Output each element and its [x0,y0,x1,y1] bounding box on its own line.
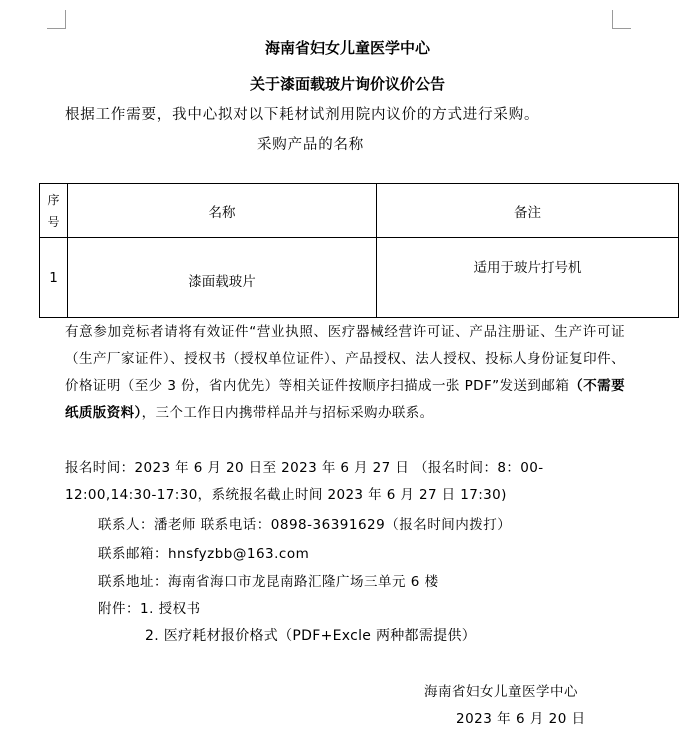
instructions-bold-note: （不需要纸质版资料） [65,378,625,421]
index-header-cell [40,184,68,238]
row-note-cell: 适用于玻片打号机 [377,238,679,318]
row-name-text: 漆面载玻片 [188,273,256,290]
attachment-line-2: 2. 医疗耗材报价格式（PDF+Excle 两种都需提供） [145,628,477,644]
intro-line: 根据工作需要，我中心拟对以下耗材试剂用院内议价的方式进行采购。 [65,107,540,123]
contact-address-line: 联系地址：海南省海口市龙昆南路汇隆广场三单元 6 楼 [98,574,439,590]
row-name-cell [68,238,377,318]
product-table [39,183,679,318]
right-margin-corner-mark [612,10,631,29]
notice-title: 关于漆面载玻片询价议价公告 [249,75,445,93]
left-margin-corner-mark [47,10,66,29]
note-header-cell: 备注 [377,184,679,238]
signature-date: 2023 年 6 月 20 日 [456,711,586,727]
index-header-char-2: 号 [47,214,60,229]
table-row [40,238,679,318]
org-title: 海南省妇女儿童医学中心 [264,39,430,57]
instructions-text-end: ，三个工作日内携带样品并与招标采购办联系。 [141,405,434,421]
signature-org: 海南省妇女儿童医学中心 [424,684,578,700]
table-header-row [40,184,679,238]
product-name-heading: 采购产品的名称 [257,137,365,153]
index-header-char-1: 序 [47,192,60,207]
row-index-cell: 1 [40,238,68,318]
instructions-text: 有意参加竞标者请将有效证件“营业执照、医疗器械经营许可证、产品注册证、生产许可证（生产厂家证件）、授权书（授权单位证件）、产品授权、法人授权、投标人身份证复印件、价格证明（至少 3 份，省内优先）等相关证件按顺序扫描成一张 PDF”发送到邮箱 [65,324,625,394]
instructions-paragraph [65,319,625,427]
contact-person-line: 联系人：潘老师 联系电话：0898-36391629（报名时间内拨打） [98,517,512,533]
name-header-cell: 名称 [68,184,377,238]
contact-email-line: 联系邮箱：hnsfyzbb@163.com [98,546,310,562]
registration-time: 报名时间：2023 年 6 月 20 日至 2023 年 6 月 27 日 （报名时间：8：00-12:00,14:30-17:30，系统报名截止时间 2023 年 6 月 27 日 17:30) [65,460,544,503]
attachment-line-1: 附件：1. 授权书 [98,601,201,617]
